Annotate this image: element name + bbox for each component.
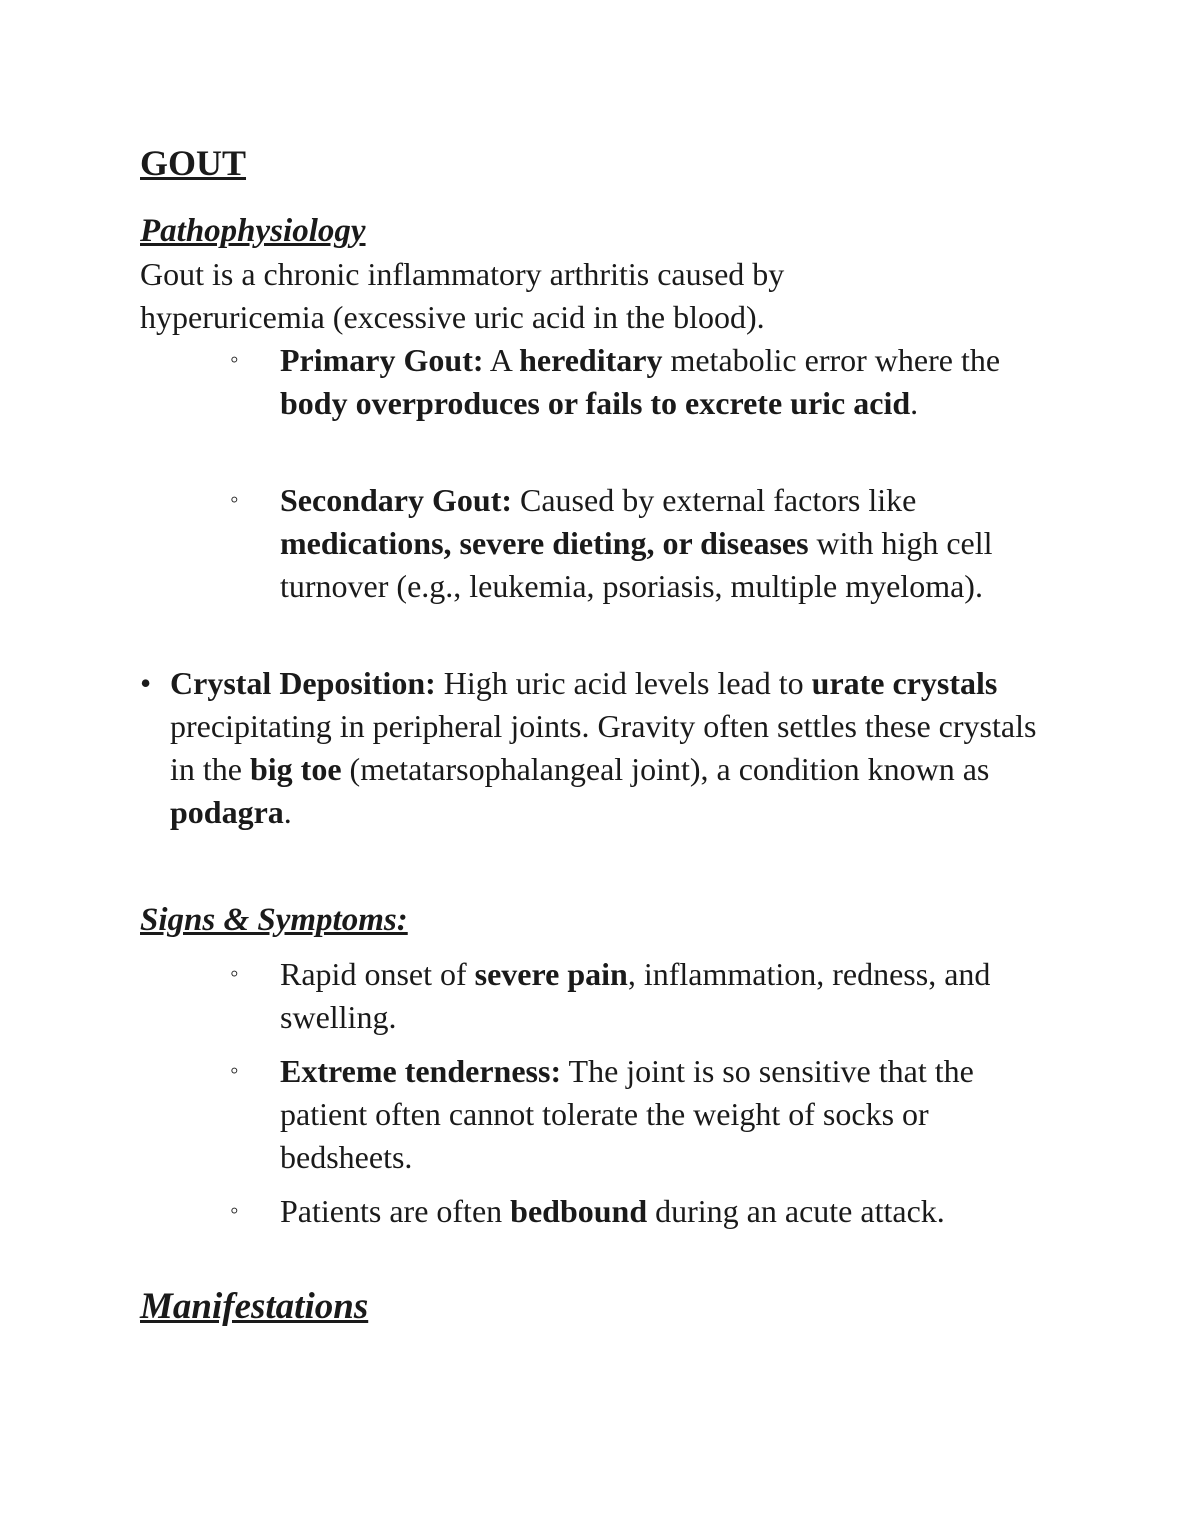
text-run: .: [283, 794, 292, 830]
hollow-bullet-icon: ◦: [230, 487, 239, 513]
text-run: .: [910, 385, 919, 421]
text-run: Caused by external factors like: [512, 482, 917, 518]
primary-gout-item: [230, 339, 1060, 425]
bold-run: medications, severe dieting, or diseases: [280, 525, 809, 561]
crystal-deposition-label: Crystal Deposition:: [170, 665, 436, 701]
extreme-tenderness-label: Extreme tenderness:: [280, 1053, 562, 1089]
bold-run: big toe: [249, 751, 342, 787]
text-run: A: [483, 342, 520, 378]
text-run: (metatarsophalangeal joint), a condition known as: [341, 751, 990, 787]
bold-run: severe pain: [474, 956, 628, 992]
signs-item-severe-pain: [230, 953, 1060, 1039]
text-run: High uric acid levels lead to: [435, 665, 812, 701]
signs-symptoms-heading: Signs & Symptoms:: [140, 902, 408, 938]
text-run: The joint is so sensitive that the patient often cannot tolerate the weight of socks or bedsheets.: [280, 1053, 974, 1175]
text-run: Rapid onset of: [280, 956, 475, 992]
manifestations-heading: Manifestations: [140, 1286, 369, 1327]
secondary-gout-label: Secondary Gout:: [280, 482, 512, 518]
text-run: Patients are often: [280, 1193, 511, 1229]
pathophysiology-intro: Gout is a chronic inflammatory arthritis caused by hyperuricemia (excessive uric acid in the blood).: [140, 256, 785, 335]
text-run: with high cell turnover (e.g., leukemia, psoriasis, multiple myeloma).: [280, 525, 993, 604]
bold-run: bedbound: [510, 1193, 648, 1229]
signs-item-bedbound: [230, 1190, 1060, 1233]
text-run: , inflammation, redness, and swelling.: [280, 956, 991, 1035]
hollow-bullet-icon: ◦: [230, 961, 239, 987]
secondary-gout-item: [230, 479, 1060, 608]
bold-run: urate crystals: [811, 665, 998, 701]
hollow-bullet-icon: ◦: [230, 1058, 239, 1084]
text-run: precipitating in peripheral joints. Gravity often settles these crystals in the: [170, 708, 1037, 787]
bullet-icon: •: [140, 665, 152, 701]
bold-run: body overproduces or fails to excrete uric acid: [280, 385, 911, 421]
text-run: during an acute attack.: [647, 1193, 945, 1229]
primary-gout-label: Primary Gout:: [280, 342, 484, 378]
pathophysiology-heading: Pathophysiology: [140, 213, 366, 249]
hollow-bullet-icon: ◦: [230, 347, 239, 373]
bold-run: podagra: [170, 794, 284, 830]
bold-run: hereditary: [519, 342, 663, 378]
text-run: metabolic error where the: [662, 342, 1001, 378]
signs-item-tenderness: [230, 1050, 1060, 1179]
document-title: GOUT: [140, 143, 247, 183]
hollow-bullet-icon: ◦: [230, 1198, 239, 1224]
crystal-deposition-item: [140, 662, 1050, 834]
